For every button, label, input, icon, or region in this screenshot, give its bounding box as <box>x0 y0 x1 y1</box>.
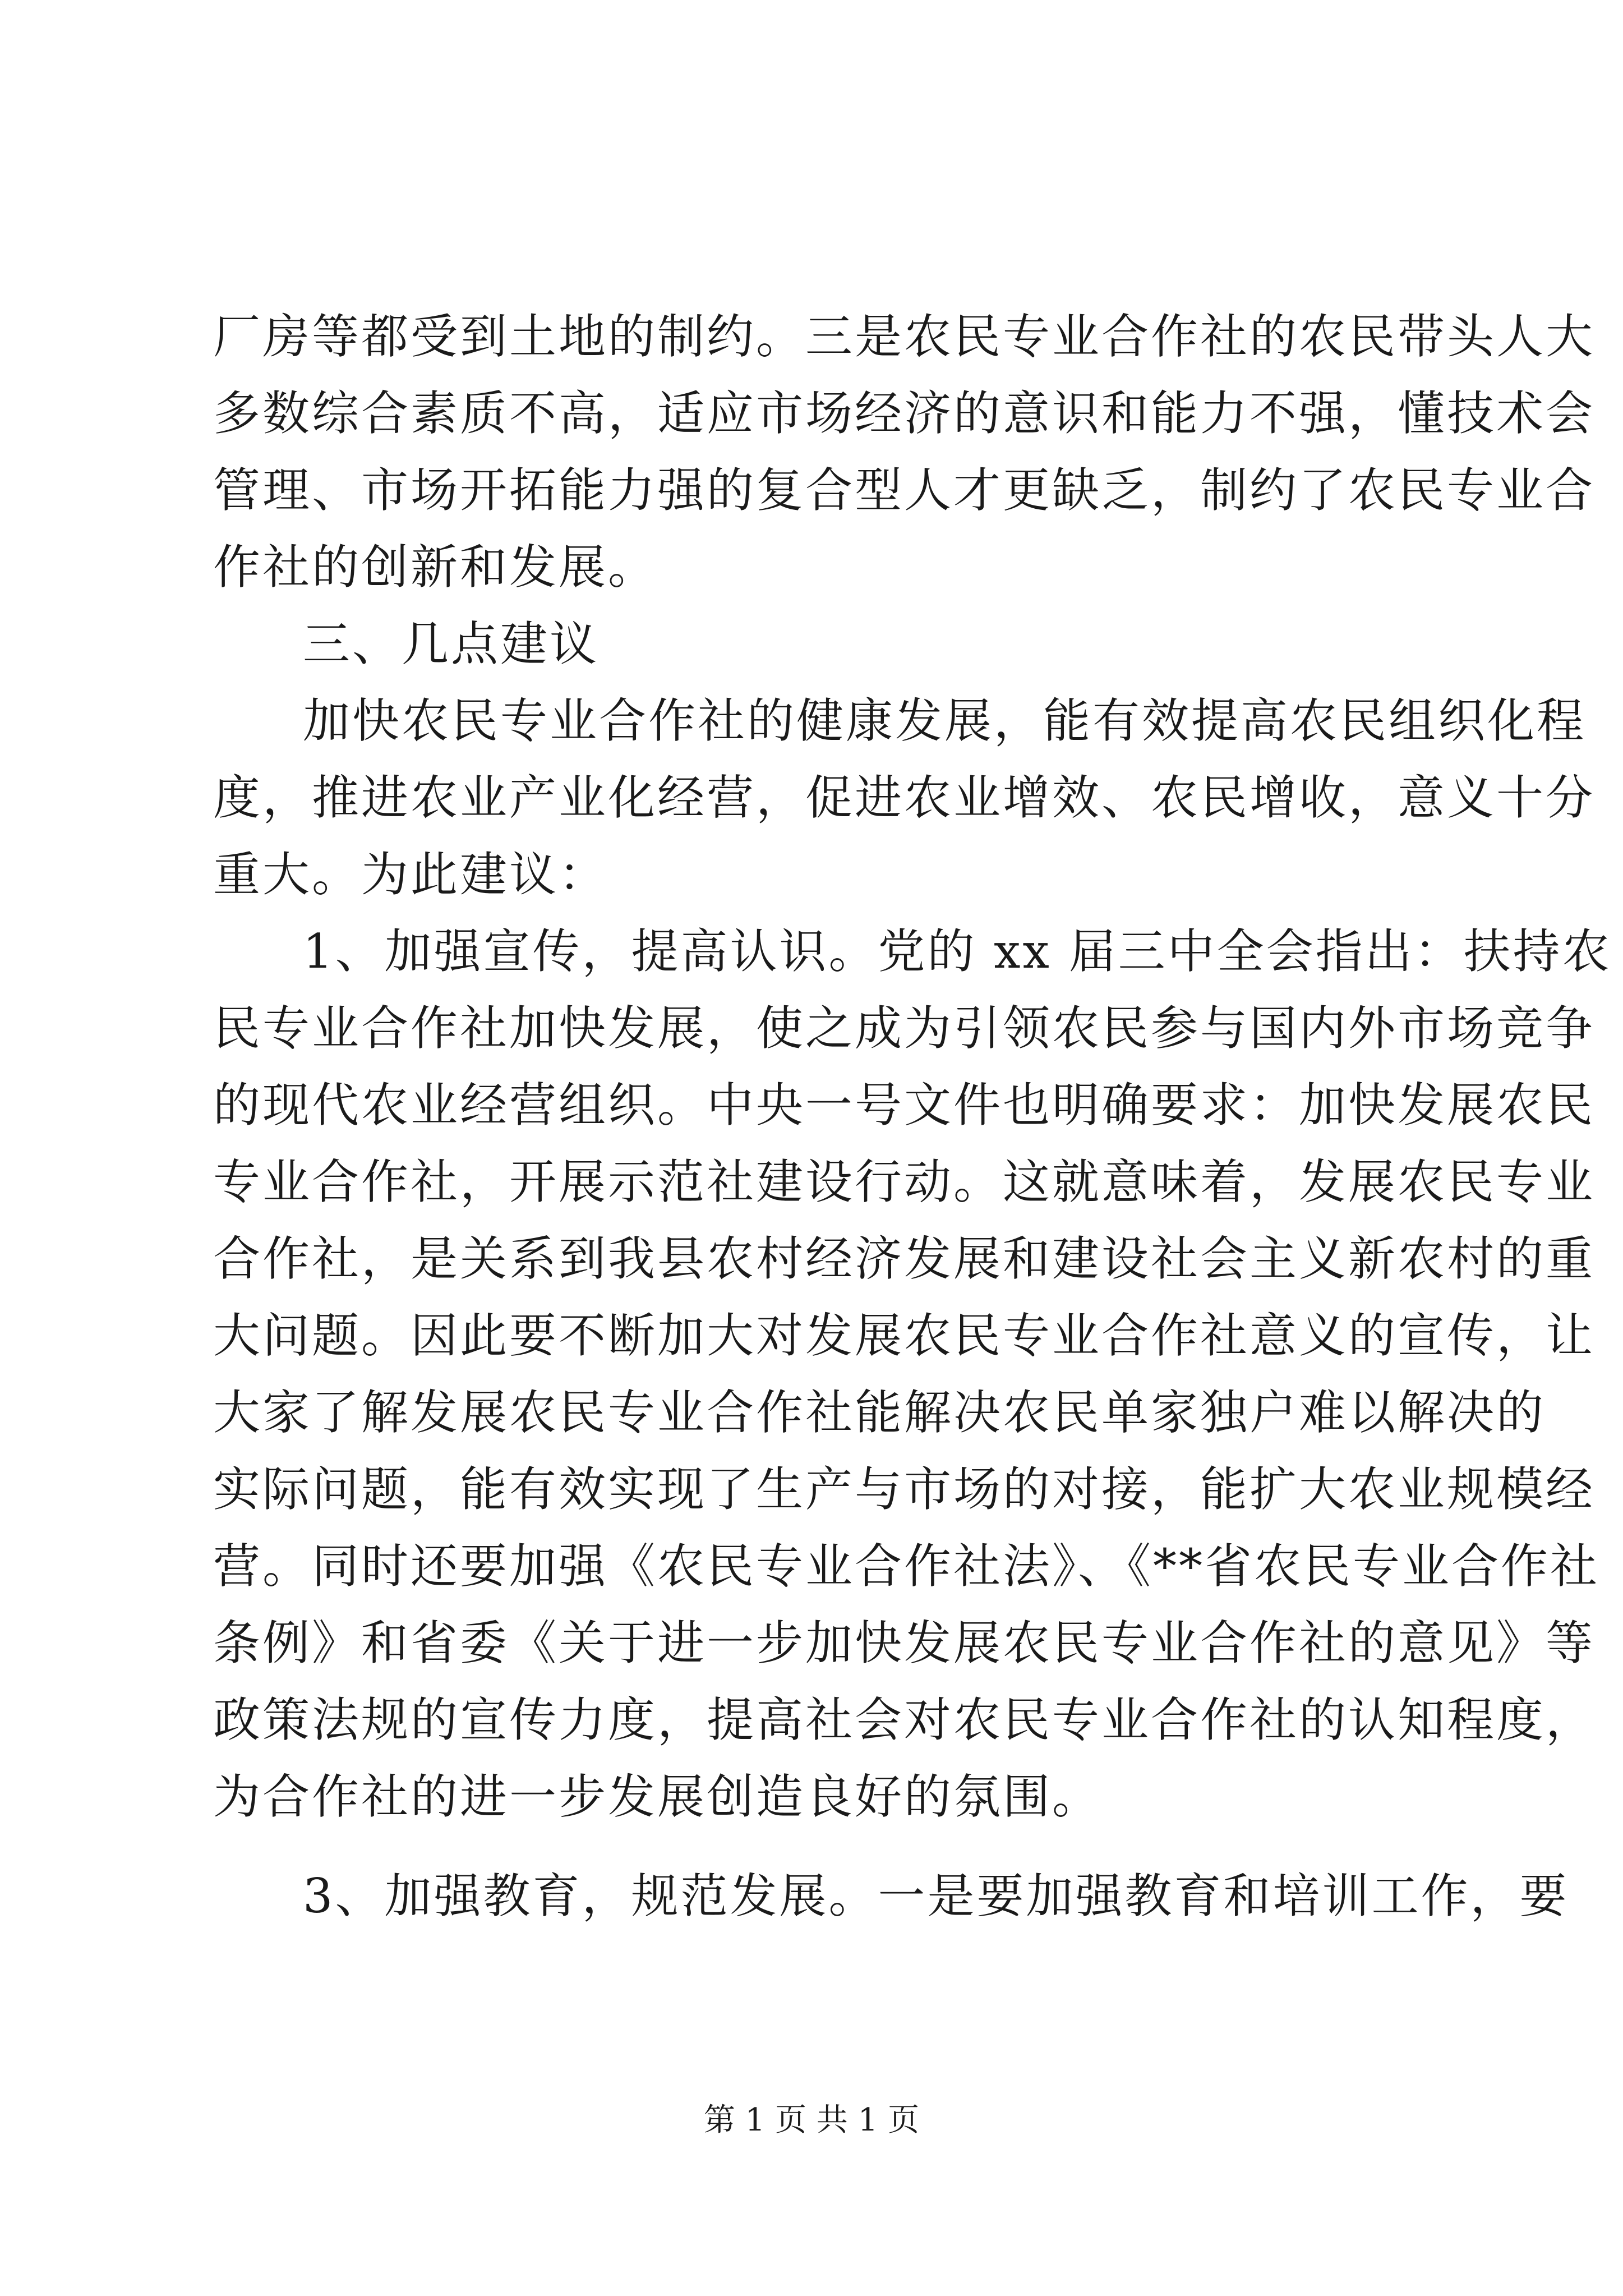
section-heading: 三、几点建议 <box>303 616 600 671</box>
text-line: 管理、市场开拓能力强的复合型人才更缺乏，制约了农民专业合 <box>213 463 1596 518</box>
text-line: 实际问题，能有效实现了生产与市场的对接，能扩大农业规模经 <box>213 1462 1596 1517</box>
text-line: 为合作社的进一步发展创造良好的氛围。 <box>213 1769 1102 1824</box>
text-line: 合作社，是关系到我县农村经济发展和建设社会主义新农村的重 <box>213 1231 1596 1286</box>
text-line: 加快农民专业合作社的健康发展，能有效提高农民组织化程 <box>303 693 1587 748</box>
text-line: 3、加强教育，规范发展。一是要加强教育和培训工作，要 <box>303 1869 1569 1924</box>
text-line: 政策法规的宣传力度，提高社会对农民专业合作社的认知程度， <box>213 1692 1596 1747</box>
text-line: 大家了解发展农民专业合作社能解决农民单家独户难以解决的 <box>213 1385 1546 1440</box>
text-line: 专业合作社，开展示范社建设行动。这就意味着，发展农民专业 <box>213 1154 1596 1209</box>
text-line: 多数综合素质不高，适应市场经济的意识和能力不强，懂技术会 <box>213 386 1596 441</box>
text-line: 的现代农业经营组织。中央一号文件也明确要求：加快发展农民 <box>213 1078 1596 1133</box>
text-line: 重大。为此建议： <box>213 847 608 902</box>
text-line: 条例》和省委《关于进一步加快发展农民专业合作社的意见》等 <box>213 1616 1596 1671</box>
text-line: 营。同时还要加强《农民专业合作社法》、《**省农民专业合作社 <box>213 1539 1600 1594</box>
page-number-footer: 第 1 页 共 1 页 <box>703 2102 920 2138</box>
text-line: 作社的创新和发展。 <box>213 540 658 595</box>
text-line: 1、加强宣传，提高认识。党的 xx 届三中全会指出：扶持农 <box>303 924 1612 979</box>
text-line: 厂房等都受到土地的制约。三是农民专业合作社的农民带头人大 <box>213 309 1596 364</box>
text-line: 大问题。因此要不断加大对发展农民专业合作社意义的宣传，让 <box>213 1308 1596 1363</box>
text-line: 度，推进农业产业化经营，促进农业增效、农民增收，意义十分 <box>213 770 1596 825</box>
text-line: 民专业合作社加快发展，使之成为引领农民参与国内外市场竞争 <box>213 1001 1596 1056</box>
